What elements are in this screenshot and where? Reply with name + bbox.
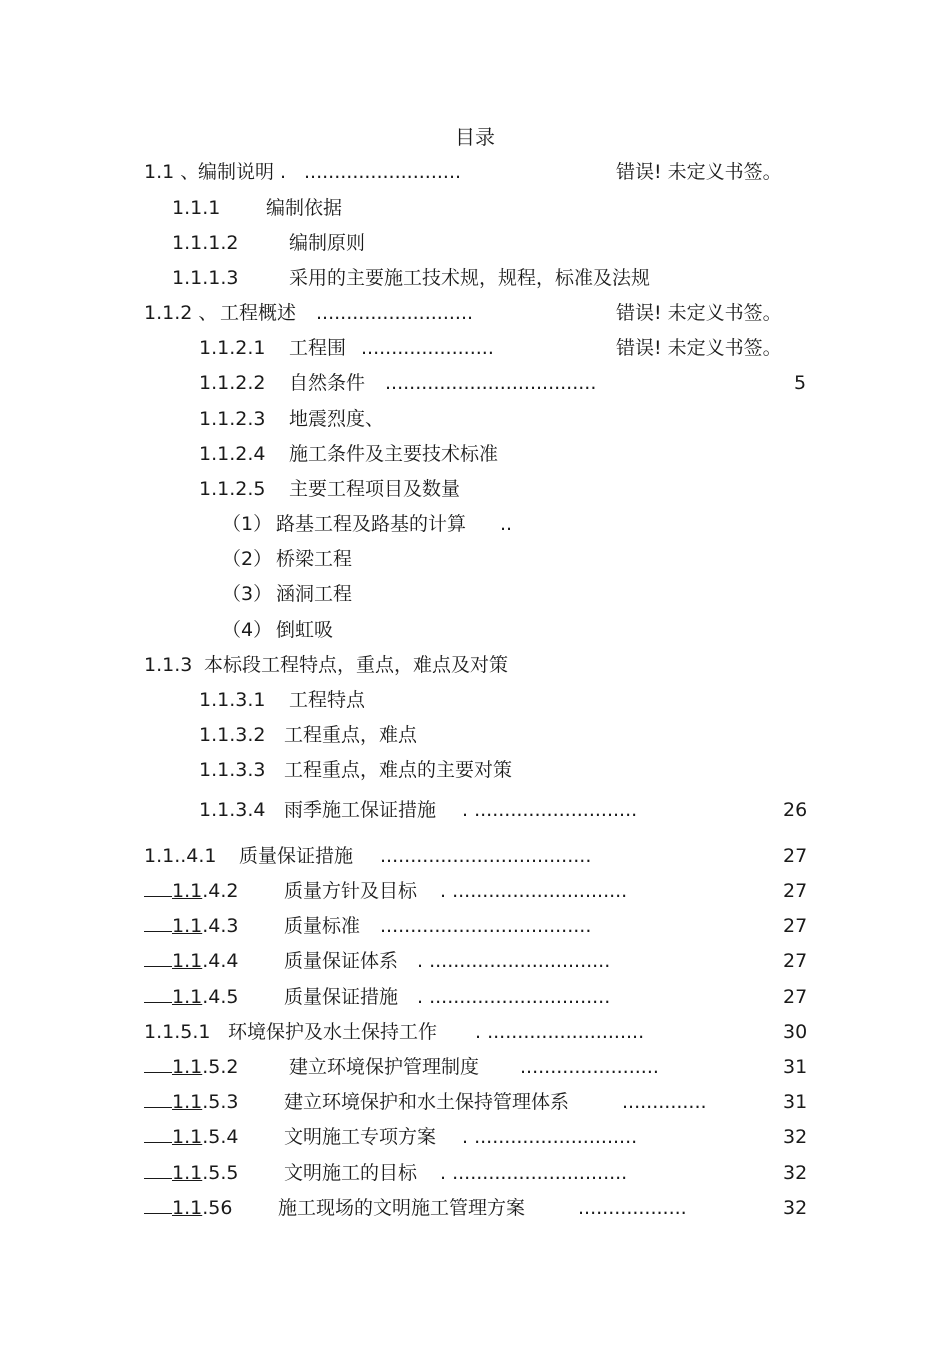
toc-entry-leader: .............. <box>622 1091 707 1113</box>
toc-entry-leader: . .............................. <box>417 950 611 972</box>
toc-entry[interactable] <box>0 1089 950 1115</box>
toc-entry-number: 1.1.2.1 <box>199 337 266 359</box>
toc-entry-page: 26 <box>783 799 808 821</box>
toc-entry-label: 涵洞工程 <box>276 583 353 605</box>
toc-entry[interactable] <box>0 159 950 185</box>
toc-entry-label: 质量保证措施 <box>239 845 354 867</box>
toc-entry-number-prefix: 1.1 <box>172 1126 203 1148</box>
toc-entry[interactable] <box>0 722 950 748</box>
toc-entry-label: 质量标准 <box>284 915 361 937</box>
toc-entry-label: 质量保证措施 <box>284 986 399 1008</box>
toc-entry-number: 1.1.3.1 <box>199 689 266 711</box>
toc-entry-leader: . .......................... <box>475 1021 645 1043</box>
toc-entry[interactable] <box>0 511 950 537</box>
toc-entry-page: 32 <box>783 1126 808 1148</box>
toc-entry-number: （3） <box>222 583 273 605</box>
toc-entry-number-prefix: 1.1 <box>172 986 203 1008</box>
toc-entry-leader: . .............................. <box>417 986 611 1008</box>
toc-entry[interactable] <box>0 1054 950 1080</box>
toc-entry-leader: . ............................. <box>440 880 628 902</box>
toc-entry-label: 倒虹吸 <box>276 619 334 641</box>
underline-pad <box>144 984 172 1003</box>
toc-entry-label: 地震烈度、 <box>289 408 385 430</box>
toc-entry-page: 27 <box>783 986 808 1008</box>
toc-entry-number: 1.1.2.4 <box>199 443 266 465</box>
toc-entry-label: 本标段工程特点，重点，难点及对策 <box>204 654 509 676</box>
toc-entry-number <box>144 984 238 1010</box>
toc-entry-number-suffix: .4.3 <box>202 915 239 937</box>
toc-entry-number: 1.1 、 <box>144 161 200 183</box>
toc-entry-label: 建立环境保护管理制度 <box>289 1056 480 1078</box>
toc-entry-page: 错误! 未定义书签。 <box>616 337 782 359</box>
toc-entry-number: 1.1.2.5 <box>199 478 266 500</box>
toc-entry-number: 1.1.3.2 <box>199 724 266 746</box>
toc-entry-number: 1.1.5.1 <box>144 1021 211 1043</box>
underline-pad <box>144 1195 172 1214</box>
toc-entry-number-prefix: 1.1 <box>172 915 203 937</box>
toc-entry[interactable] <box>0 300 950 326</box>
toc-entry-number <box>144 1054 238 1080</box>
toc-entry-leader: ................................... <box>380 845 592 867</box>
toc-entry-label: 质量保证体系 <box>284 950 399 972</box>
toc-entry[interactable] <box>0 476 950 502</box>
underline-pad <box>144 948 172 967</box>
toc-entry-number <box>144 913 238 939</box>
toc-entry-label: 工程重点，难点 <box>284 724 418 746</box>
toc-entry[interactable] <box>0 441 950 467</box>
toc-entry-number: 1.1.3 <box>144 654 193 676</box>
toc-entry[interactable] <box>0 370 950 396</box>
toc-entry-number-suffix: .5.2 <box>202 1056 239 1078</box>
toc-entry-label: 路基工程及路基的计算 <box>276 513 467 535</box>
toc-entry-number-suffix: .4.5 <box>202 986 239 1008</box>
toc-entry-number: （1） <box>222 513 273 535</box>
underline-pad <box>144 913 172 932</box>
toc-entry-leader: ...................... <box>361 337 494 359</box>
toc-entry-page: 27 <box>783 915 808 937</box>
underline-pad <box>144 1054 172 1073</box>
toc-entry[interactable] <box>0 757 950 783</box>
toc-entry-label: 建立环境保护和水土保持管理体系 <box>284 1091 570 1113</box>
toc-entry-page: 27 <box>783 845 808 867</box>
toc-entry-page: 31 <box>783 1091 808 1113</box>
toc-entry-number: 1.1.3.4 <box>199 799 266 821</box>
toc-entry-number: 1.1.2.3 <box>199 408 266 430</box>
toc-entry-number <box>144 1160 238 1186</box>
toc-entry-label: 文明施工专项方案 <box>284 1126 437 1148</box>
toc-entry[interactable] <box>0 406 950 432</box>
toc-entry-number: 1.1.2 、 <box>144 302 218 324</box>
underline-pad <box>144 878 172 897</box>
toc-entry-number <box>144 1195 232 1221</box>
toc-entry-page: 错误! 未定义书签。 <box>616 302 782 324</box>
toc-entry-number-prefix: 1.1 <box>172 1091 203 1113</box>
toc-entry-number-suffix: .4.4 <box>202 950 239 972</box>
toc-entry[interactable] <box>0 230 950 256</box>
toc-entry-number-suffix: .5.4 <box>202 1126 239 1148</box>
toc-entry-number-prefix: 1.1 <box>172 950 203 972</box>
toc-entry-number: 1.1.1.3 <box>172 267 239 289</box>
toc-entry-number: （2） <box>222 548 273 570</box>
toc-entry-label: 编制原则 <box>289 232 366 254</box>
toc-entry[interactable] <box>0 1160 950 1186</box>
toc-entry-number <box>144 1089 238 1115</box>
toc-entry-leader: . ........................... <box>462 799 638 821</box>
toc-entry-leader: ....................... <box>520 1056 659 1078</box>
toc-entry[interactable] <box>0 843 950 869</box>
underline-pad <box>144 1089 172 1108</box>
toc-entry[interactable] <box>0 984 950 1010</box>
toc-entry-number: 1.1.1 <box>172 197 221 219</box>
toc-entry-number-prefix: 1.1 <box>172 1162 203 1184</box>
toc-entry-number: 1.1.2.2 <box>199 372 266 394</box>
toc-entry-label: 自然条件 <box>289 372 366 394</box>
toc-entry-number-suffix: .4.2 <box>202 880 239 902</box>
toc-entry-page: 32 <box>783 1162 808 1184</box>
toc-entry-page: 31 <box>783 1056 808 1078</box>
toc-entry-number: 1.1..4.1 <box>144 845 217 867</box>
toc-entry-label: 环境保护及水土保持工作 <box>228 1021 438 1043</box>
toc-title: 目录 <box>455 125 495 149</box>
toc-entry-label: 编制说明 . <box>198 161 287 183</box>
toc-entry-leader: .. <box>500 513 513 535</box>
toc-entry-leader: ................................... <box>385 372 597 394</box>
toc-entry-number <box>144 1124 238 1150</box>
toc-entry[interactable] <box>0 1019 950 1045</box>
toc-entry-leader: ................................... <box>380 915 592 937</box>
toc-entry[interactable] <box>0 1195 950 1221</box>
toc-entry-leader: . ............................. <box>440 1162 628 1184</box>
toc-entry[interactable] <box>0 335 950 361</box>
toc-entry-number: （4） <box>222 619 273 641</box>
toc-entry-label: 工程围 <box>289 337 347 359</box>
toc-entry[interactable] <box>0 797 950 823</box>
toc-entry-leader: .................. <box>578 1197 687 1219</box>
toc-entry-number: 1.1.3.3 <box>199 759 266 781</box>
toc-entry-number-suffix: .56 <box>202 1197 233 1219</box>
toc-entry-label: 工程概述 <box>220 302 297 324</box>
toc-entry-label: 工程特点 <box>289 689 366 711</box>
toc-entry[interactable] <box>0 195 950 221</box>
toc-entry[interactable] <box>0 948 950 974</box>
toc-entry[interactable] <box>0 546 950 572</box>
toc-entry-number-prefix: 1.1 <box>172 880 203 902</box>
toc-entry-number: 1.1.1.2 <box>172 232 239 254</box>
toc-entry-label: 雨季施工保证措施 <box>284 799 437 821</box>
toc-entry-number-suffix: .5.3 <box>202 1091 239 1113</box>
toc-entry-leader: .......................... <box>304 161 462 183</box>
toc-entry-page: 30 <box>783 1021 808 1043</box>
toc-entry-number-prefix: 1.1 <box>172 1197 203 1219</box>
toc-entry-page: 27 <box>783 950 808 972</box>
toc-entry[interactable] <box>0 617 950 643</box>
toc-entry-label: 质量方针及目标 <box>284 880 418 902</box>
toc-entry[interactable] <box>0 265 950 291</box>
toc-entry-number-suffix: .5.5 <box>202 1162 239 1184</box>
toc-entry-label: 桥梁工程 <box>276 548 353 570</box>
toc-entry-label: 文明施工的目标 <box>284 1162 418 1184</box>
toc-entry[interactable] <box>0 652 950 678</box>
toc-entry-page: 32 <box>783 1197 808 1219</box>
toc-entry-number-prefix: 1.1 <box>172 1056 203 1078</box>
underline-pad <box>144 1160 172 1179</box>
toc-entry-label: 采用的主要施工技术规，规程，标准及法规 <box>289 267 651 289</box>
toc-entry-page: 27 <box>783 880 808 902</box>
toc-entry-label: 主要工程项目及数量 <box>289 478 461 500</box>
toc-entry-page: 5 <box>794 372 807 394</box>
toc-entry-label: 施工条件及主要技术标准 <box>289 443 499 465</box>
toc-entry-leader: .......................... <box>316 302 474 324</box>
toc-entry[interactable] <box>0 913 950 939</box>
toc-entry[interactable] <box>0 878 950 904</box>
toc-entry-number <box>144 878 238 904</box>
toc-entry-leader: . ........................... <box>462 1126 638 1148</box>
toc-entry-label: 工程重点，难点的主要对策 <box>284 759 513 781</box>
toc-entry-number <box>144 948 238 974</box>
underline-pad <box>144 1124 172 1143</box>
toc-entry-page: 错误! 未定义书签。 <box>616 161 782 183</box>
toc-entry[interactable] <box>0 581 950 607</box>
toc-entry-label: 施工现场的文明施工管理方案 <box>278 1197 526 1219</box>
toc-entry[interactable] <box>0 1124 950 1150</box>
toc-entry[interactable] <box>0 687 950 713</box>
toc-entry-label: 编制依据 <box>266 197 343 219</box>
